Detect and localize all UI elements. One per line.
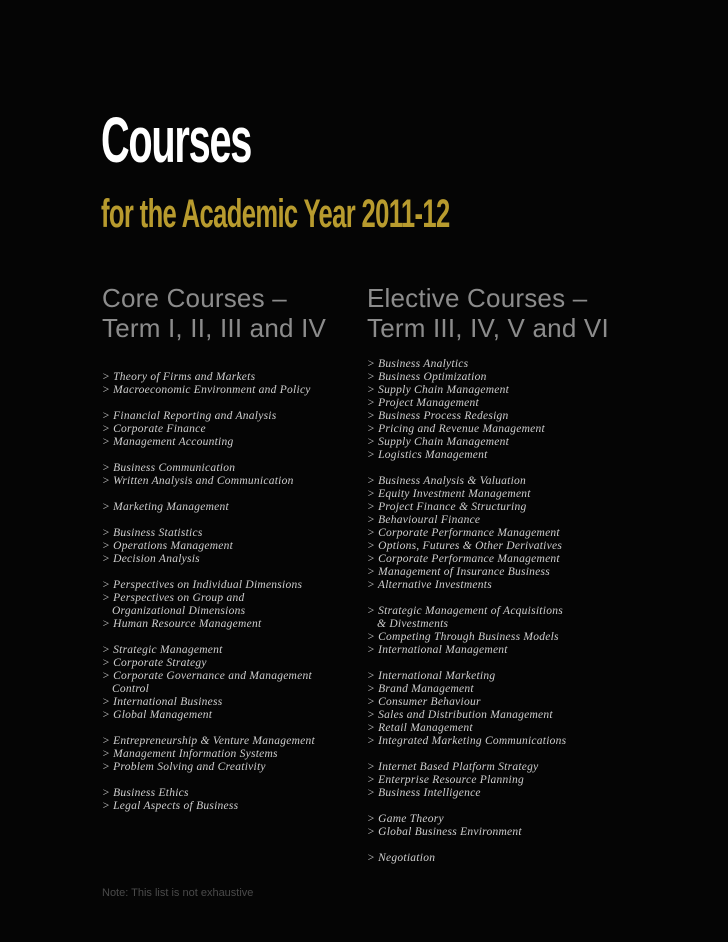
course-item: > Management Information Systems (102, 748, 278, 760)
course-item: > Global Business Environment (367, 826, 522, 838)
course-item: > Internet Based Platform Strategy (367, 761, 539, 773)
list-spacer (367, 657, 566, 670)
course-item: > Business Ethics (102, 787, 189, 799)
core-heading-line2: Term I, II, III and IV (102, 313, 327, 343)
course-item: > Project Finance & Structuring (367, 501, 527, 513)
list-spacer (367, 839, 566, 852)
course-item: > Perspectives on Group and (102, 592, 245, 604)
core-heading-line1: Core Courses – (102, 283, 287, 313)
course-item: > Logistics Management (367, 449, 488, 461)
course-item: > Pricing and Revenue Management (367, 423, 545, 435)
course-item: > Macroeconomic Environment and Policy (102, 384, 311, 396)
list-spacer (102, 631, 315, 644)
course-item: > Enterprise Resource Planning (367, 774, 524, 786)
course-item: > Global Management (102, 709, 213, 721)
footnote: Note: This list is not exhaustive (102, 887, 254, 899)
elective-heading-line1: Elective Courses – (367, 283, 588, 313)
course-item: > Corporate Governance and Management (102, 670, 312, 682)
course-item: > Brand Management (367, 683, 474, 695)
core-courses-column (102, 283, 364, 812)
course-item: > Written Analysis and Communication (102, 475, 294, 487)
list-spacer (102, 397, 315, 410)
list-spacer (102, 488, 315, 501)
course-item: > Theory of Firms and Markets (102, 371, 256, 383)
course-item: > Behavioural Finance (367, 514, 481, 526)
course-item: > Game Theory (367, 813, 444, 825)
course-item: > Business Communication (102, 462, 236, 474)
elective-course-list (367, 358, 566, 865)
elective-courses-column (367, 283, 627, 864)
course-item: > Human Resource Management (102, 618, 262, 630)
course-item: > Marketing Management (102, 501, 229, 513)
course-item: > Management Accounting (102, 436, 234, 448)
course-item: > Financial Reporting and Analysis (102, 410, 277, 422)
course-item: > Strategic Management (102, 644, 223, 656)
course-item: > Management of Insurance Business (367, 566, 550, 578)
list-spacer (367, 462, 566, 475)
course-item: Control (112, 683, 150, 695)
course-item: > Business Intelligence (367, 787, 481, 799)
course-item: > Problem Solving and Creativity (102, 761, 266, 773)
course-item: > Decision Analysis (102, 553, 200, 565)
course-item: Organizational Dimensions (112, 605, 246, 617)
course-item: > Operations Management (102, 540, 234, 552)
course-item: > Corporate Performance Management (367, 553, 560, 565)
list-spacer (102, 774, 315, 787)
course-item: > Consumer Behaviour (367, 696, 481, 708)
course-item: > Supply Chain Management (367, 436, 510, 448)
course-item: > Business Process Redesign (367, 410, 509, 422)
course-item: > Sales and Distribution Management (367, 709, 553, 721)
list-spacer (102, 722, 315, 735)
course-item: > Strategic Management of Acquisitions (367, 605, 563, 617)
course-item: > International Business (102, 696, 223, 708)
list-spacer (102, 514, 315, 527)
course-item: > International Management (367, 644, 508, 656)
course-item: > Retail Management (367, 722, 473, 734)
course-item: > Equity Investment Management (367, 488, 531, 500)
course-item: > International Marketing (367, 670, 496, 682)
page-subtitle: for the Academic Year 2011-12 (101, 192, 450, 236)
list-spacer (102, 566, 315, 579)
course-item: > Business Statistics (102, 527, 203, 539)
course-item: > Competing Through Business Models (367, 631, 559, 643)
page-title: Courses (101, 104, 252, 176)
list-spacer (367, 800, 566, 813)
list-spacer (102, 449, 315, 462)
course-item: > Integrated Marketing Communications (367, 735, 567, 747)
course-item: > Legal Aspects of Business (102, 800, 239, 812)
course-item: > Business Analytics (367, 358, 469, 370)
course-item: > Corporate Performance Management (367, 527, 560, 539)
course-item: > Supply Chain Management (367, 384, 510, 396)
course-item: > Business Analysis & Valuation (367, 475, 527, 487)
course-item: > Project Management (367, 397, 479, 409)
list-spacer (367, 748, 566, 761)
course-item: > Alternative Investments (367, 579, 492, 591)
course-item: > Perspectives on Individual Dimensions (102, 579, 303, 591)
core-course-list (102, 371, 315, 813)
course-item: > Entrepreneurship & Venture Management (102, 735, 315, 747)
course-item: > Options, Futures & Other Derivatives (367, 540, 563, 552)
course-item: > Business Optimization (367, 371, 487, 383)
course-item: & Divestments (377, 618, 449, 630)
course-item: > Corporate Finance (102, 423, 206, 435)
list-spacer (367, 592, 566, 605)
course-item: > Corporate Strategy (102, 657, 207, 669)
elective-heading-line2: Term III, IV, V and VI (367, 313, 609, 343)
course-item: > Negotiation (367, 852, 436, 864)
